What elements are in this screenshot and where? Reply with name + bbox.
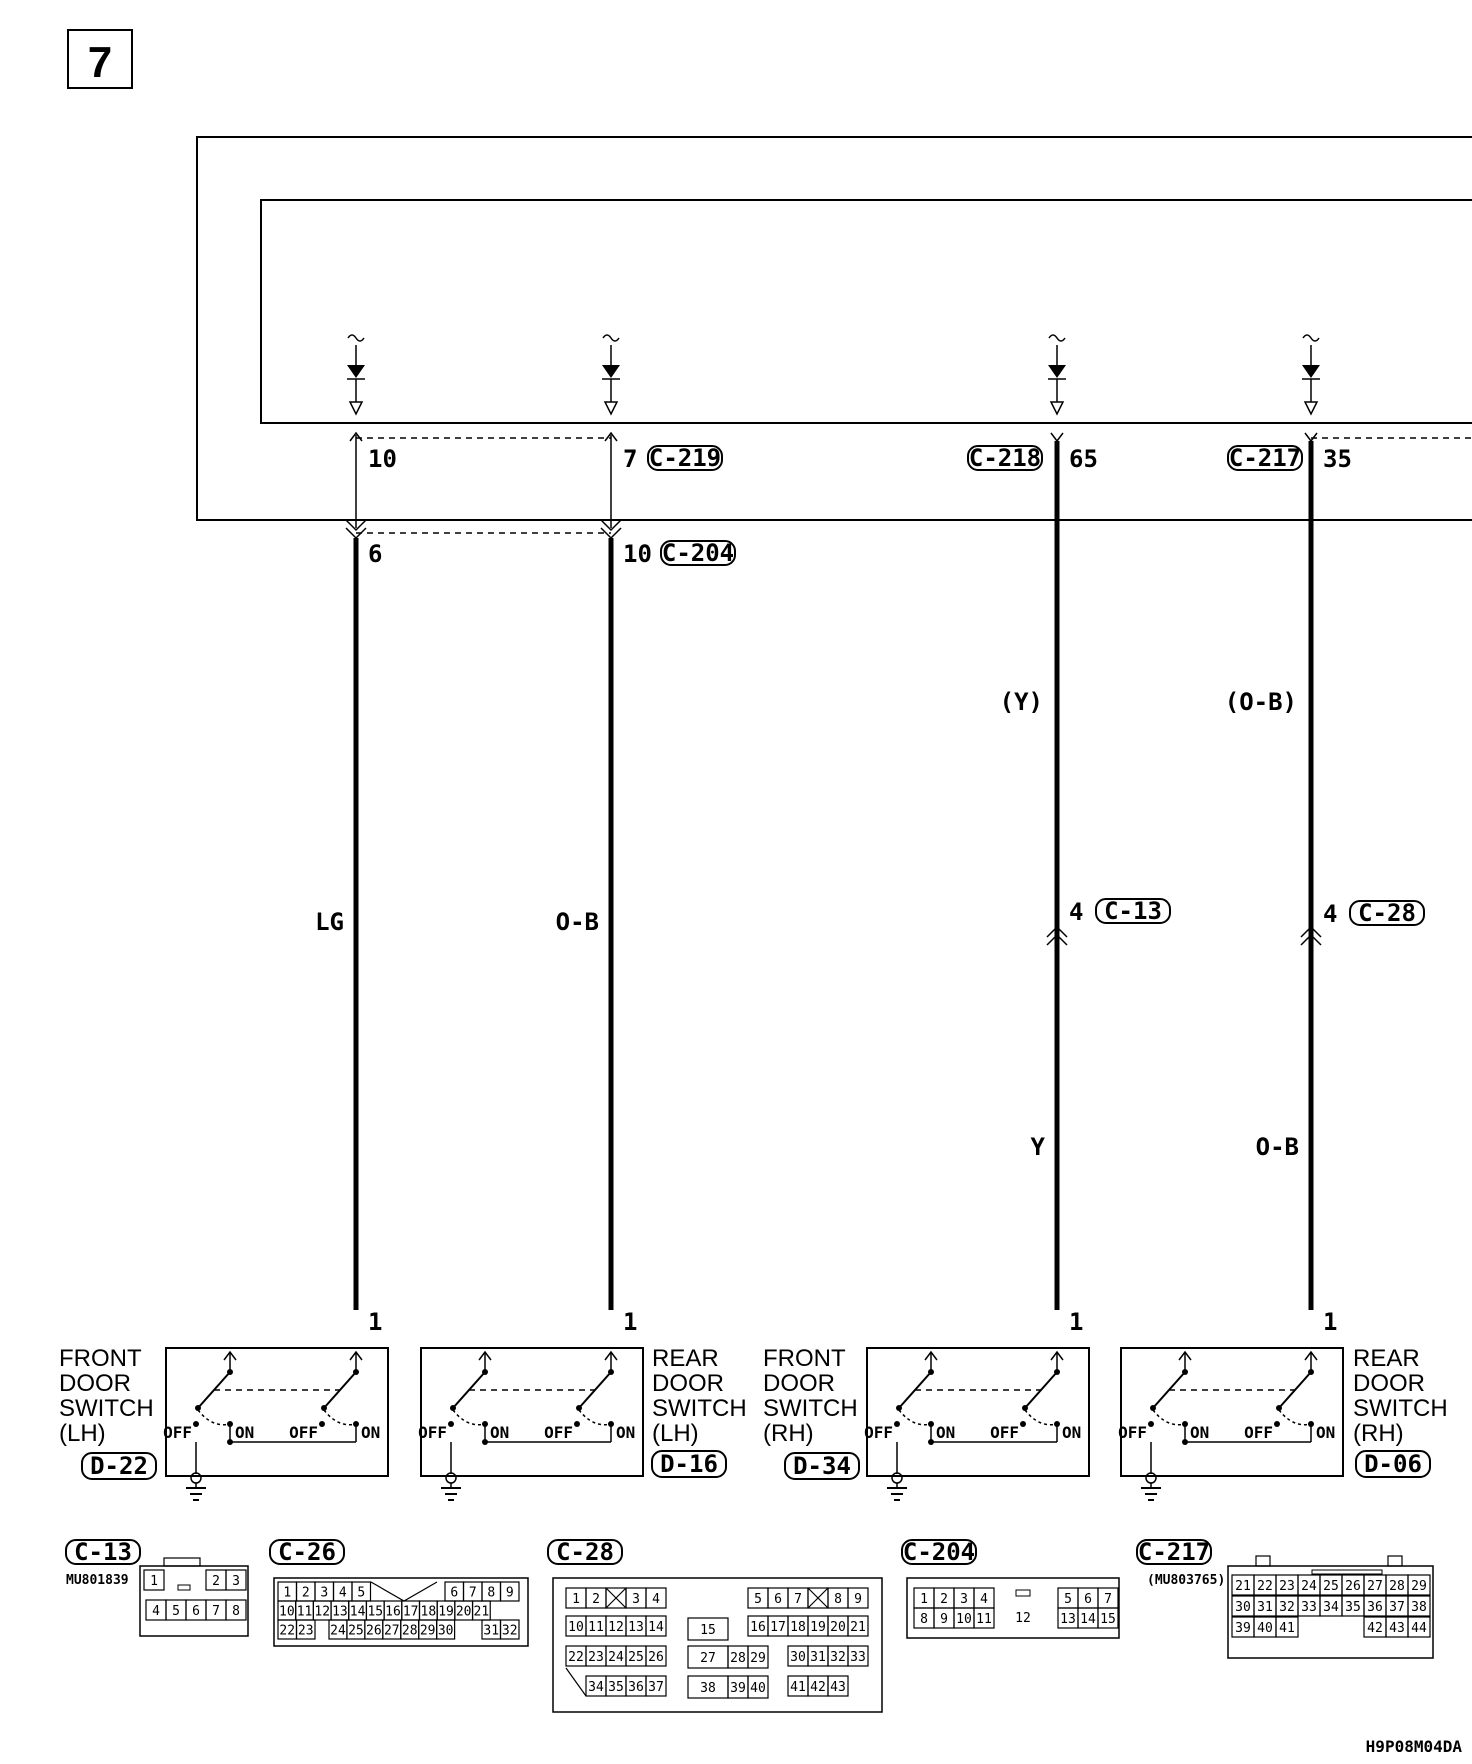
connector-view-c28 xyxy=(548,1538,882,1712)
pin-cell: 7 xyxy=(468,1585,477,1601)
pin-cell: 6 xyxy=(192,1604,200,1619)
diode-d xyxy=(1302,335,1320,414)
switch-on-label: ON xyxy=(1316,1423,1336,1442)
pin-cell: 37 xyxy=(1389,1600,1405,1615)
switch-on-label: ON xyxy=(361,1423,381,1442)
connector-view-c204 xyxy=(902,1538,1119,1638)
connector-view-tag: C-13 xyxy=(74,1538,132,1566)
pin-cell: 30 xyxy=(790,1650,806,1665)
pin-cell: 4 xyxy=(152,1604,160,1619)
svg-text:(RH): (RH) xyxy=(1353,1420,1404,1447)
wire-color-c-upper: (Y) xyxy=(999,688,1043,716)
pin-cell: 14 xyxy=(1080,1612,1096,1627)
pin-cell: 3 xyxy=(960,1592,968,1607)
pin-cell: 44 xyxy=(1411,1621,1427,1636)
pin-cell: 19 xyxy=(438,1604,454,1620)
pin-cell: 1 xyxy=(920,1592,928,1607)
pin-cell: 35 xyxy=(1345,1600,1361,1615)
diode-b xyxy=(602,335,620,414)
pin-cell: 20 xyxy=(455,1604,472,1620)
pin-cell: 28 xyxy=(401,1623,418,1639)
pin-cell: 19 xyxy=(810,1620,826,1635)
inline-connector-c28 xyxy=(1301,899,1424,945)
svg-text:D-22: D-22 xyxy=(90,1452,148,1480)
pin-cell: 18 xyxy=(420,1604,437,1620)
pin-cell: 21 xyxy=(473,1604,490,1620)
pin-cell: 11 xyxy=(588,1620,604,1635)
switch-off-label: OFF xyxy=(544,1423,573,1442)
inline-connector-c13 xyxy=(1047,897,1170,945)
svg-text:SWITCH: SWITCH xyxy=(59,1395,154,1422)
pin-cell: 12 xyxy=(1015,1611,1031,1626)
pin-cell: 2 xyxy=(212,1574,220,1589)
pin-cell: 32 xyxy=(830,1650,846,1665)
svg-text:SWITCH: SWITCH xyxy=(652,1395,747,1422)
pin-cell: 32 xyxy=(1279,1600,1295,1615)
svg-text:(LH): (LH) xyxy=(59,1420,106,1447)
pin-cell: 13 xyxy=(1060,1612,1076,1627)
switch-off-label: OFF xyxy=(990,1423,1019,1442)
upper-connector-row xyxy=(350,433,1472,473)
switch-pin-c: 1 xyxy=(1069,1308,1084,1336)
switch-off-label: OFF xyxy=(1244,1423,1273,1442)
pin-cell: 35 xyxy=(608,1680,624,1695)
wire-color-b: O-B xyxy=(555,908,599,936)
pin-cell: 23 xyxy=(588,1650,604,1665)
pin-cell: 6 xyxy=(450,1585,459,1601)
pin-cell: 36 xyxy=(1367,1600,1383,1615)
connector-view-tag: C-28 xyxy=(556,1538,614,1566)
switch-box-d-34 xyxy=(864,1348,1089,1500)
connector-tag-c218 xyxy=(968,444,1042,472)
pin-label-c-upper: 65 xyxy=(1069,445,1098,473)
switch-name-d34 xyxy=(763,1345,859,1480)
pin-cell: 9 xyxy=(854,1592,862,1607)
pin-cell: 22 xyxy=(568,1650,584,1665)
pin-cell: 27 xyxy=(1367,1579,1383,1594)
svg-text:SWITCH: SWITCH xyxy=(1353,1395,1448,1422)
pin-cell: 42 xyxy=(1367,1621,1383,1636)
pin-cell: 16 xyxy=(385,1604,401,1620)
switch-name-d16 xyxy=(652,1345,747,1478)
pin-cell: 17 xyxy=(402,1604,419,1620)
pin-cell: 40 xyxy=(1257,1621,1273,1636)
pin-cell: 29 xyxy=(750,1651,766,1666)
connector-views xyxy=(66,1538,1433,1712)
pin-cell: 7 xyxy=(794,1592,802,1607)
pin-cell: 12 xyxy=(314,1604,331,1620)
switch-box-d-16 xyxy=(418,1348,643,1500)
page-number-box xyxy=(68,30,132,88)
pin-cell: 29 xyxy=(419,1623,436,1639)
pin-cell: 27 xyxy=(383,1623,400,1639)
pin-cell: 10 xyxy=(956,1612,972,1627)
switch-on-label: ON xyxy=(616,1423,636,1442)
pin-cell: 4 xyxy=(980,1592,988,1607)
svg-text:(RH): (RH) xyxy=(763,1420,814,1447)
pin-cell: 33 xyxy=(1301,1600,1317,1615)
mid-connector-row xyxy=(346,520,735,568)
switch-off-label: OFF xyxy=(864,1423,893,1442)
pin-cell: 5 xyxy=(172,1604,180,1619)
pin-cell: 42 xyxy=(810,1680,826,1695)
svg-text:C-13: C-13 xyxy=(1104,897,1162,925)
pin-cell: 3 xyxy=(232,1574,240,1589)
pin-cell: 17 xyxy=(770,1620,786,1635)
pin-cell: 1 xyxy=(150,1574,158,1589)
svg-text:C-218: C-218 xyxy=(968,444,1042,472)
pin-cell: 15 xyxy=(700,1623,716,1638)
pin-cell: 23 xyxy=(297,1623,314,1639)
pin-cell: 14 xyxy=(648,1620,664,1635)
pin-cell: 16 xyxy=(750,1620,766,1635)
pin-cell: 24 xyxy=(330,1623,346,1639)
switch-off-label: OFF xyxy=(418,1423,447,1442)
pin-cell: 8 xyxy=(232,1604,240,1619)
door-switches xyxy=(163,1348,1343,1500)
pin-cell: 5 xyxy=(754,1592,762,1607)
pin-cell: 8 xyxy=(487,1585,496,1601)
internal-circuits xyxy=(347,335,1320,414)
pin-cell: 31 xyxy=(1257,1600,1273,1615)
pin-cell: 11 xyxy=(296,1604,313,1620)
svg-text:(LH): (LH) xyxy=(652,1420,699,1447)
switch-pin-a: 1 xyxy=(368,1308,383,1336)
svg-text:D-16: D-16 xyxy=(660,1450,718,1478)
switch-on-label: ON xyxy=(235,1423,255,1442)
pin-cell: 2 xyxy=(301,1585,310,1601)
pin-cell: 4 xyxy=(338,1585,347,1601)
pin-cell: 43 xyxy=(1389,1621,1405,1636)
pin-cell: 26 xyxy=(1345,1579,1361,1594)
pin-cell: 6 xyxy=(1084,1592,1092,1607)
pin-cell: 31 xyxy=(810,1650,826,1665)
pin-cell: 31 xyxy=(483,1623,500,1639)
svg-text:C-217: C-217 xyxy=(1228,444,1302,472)
pin-cell: 25 xyxy=(1323,1579,1339,1594)
pin-cell: 8 xyxy=(920,1612,928,1627)
wire-color-d-upper: (O-B) xyxy=(1224,688,1297,716)
pin-cell: 41 xyxy=(1279,1621,1295,1636)
pin-cell: 8 xyxy=(834,1592,842,1607)
pin-cell: 26 xyxy=(366,1623,382,1639)
pin-cell: 5 xyxy=(1064,1592,1072,1607)
pin-cell: 21 xyxy=(1235,1579,1251,1594)
pin-cell: 32 xyxy=(501,1623,518,1639)
svg-text:C-28: C-28 xyxy=(1358,899,1416,927)
pin-cell: 37 xyxy=(648,1680,664,1695)
svg-text:FRONT: FRONT xyxy=(59,1345,142,1372)
pin-cell: 24 xyxy=(608,1650,624,1665)
pin-cell: 10 xyxy=(568,1620,584,1635)
pin-cell: 2 xyxy=(592,1592,600,1607)
svg-text:DOOR: DOOR xyxy=(1353,1370,1425,1397)
pin-cell: 34 xyxy=(1323,1600,1339,1615)
connector-view-tag: C-26 xyxy=(278,1538,336,1566)
pin-cell: 9 xyxy=(505,1585,514,1601)
pin-cell: 13 xyxy=(332,1604,348,1620)
pin-cell: 38 xyxy=(700,1681,716,1696)
connector-view-tag: C-204 xyxy=(902,1538,976,1566)
pin-cell: 2 xyxy=(940,1592,948,1607)
svg-text:C-204: C-204 xyxy=(661,539,735,567)
pin-cell: 11 xyxy=(976,1612,992,1627)
svg-text:FRONT: FRONT xyxy=(763,1345,846,1372)
pin-cell: 6 xyxy=(774,1592,782,1607)
pin-cell: 22 xyxy=(279,1623,296,1639)
pin-cell: 27 xyxy=(700,1651,716,1666)
pin-cell: 28 xyxy=(730,1651,746,1666)
connector-view-c217 xyxy=(1137,1538,1433,1658)
pin-cell: 18 xyxy=(790,1620,806,1635)
pin-cell: 22 xyxy=(1257,1579,1273,1594)
pin-label-b-mid: 10 xyxy=(623,540,652,568)
wire-color-d: O-B xyxy=(1255,1133,1299,1161)
pin-cell: 3 xyxy=(632,1592,640,1607)
switch-name-d22 xyxy=(59,1345,156,1480)
diode-c xyxy=(1048,335,1066,414)
switch-on-label: ON xyxy=(1190,1423,1210,1442)
svg-text:4: 4 xyxy=(1069,898,1084,926)
pin-cell: 23 xyxy=(1279,1579,1295,1594)
pin-cell: 25 xyxy=(348,1623,364,1639)
pin-cell: 1 xyxy=(283,1585,292,1601)
pin-cell: 12 xyxy=(608,1620,624,1635)
pin-cell: 39 xyxy=(1235,1621,1251,1636)
connector-view-c26 xyxy=(270,1538,528,1646)
switch-on-label: ON xyxy=(936,1423,956,1442)
switch-off-label: OFF xyxy=(163,1423,192,1442)
svg-text:D-34: D-34 xyxy=(793,1452,851,1480)
switch-pin-d: 1 xyxy=(1323,1308,1338,1336)
svg-text:DOOR: DOOR xyxy=(59,1370,131,1397)
connector-part-number: MU801839 xyxy=(66,1573,129,1588)
pin-cell: 39 xyxy=(730,1681,746,1696)
svg-text:REAR: REAR xyxy=(652,1345,719,1372)
pin-cell: 25 xyxy=(628,1650,644,1665)
pin-cell: 26 xyxy=(648,1650,664,1665)
svg-text:D-06: D-06 xyxy=(1364,1450,1422,1478)
pin-cell: 21 xyxy=(850,1620,866,1635)
switch-on-label: ON xyxy=(490,1423,510,1442)
pin-cell: 5 xyxy=(357,1585,366,1601)
svg-text:DOOR: DOOR xyxy=(652,1370,724,1397)
pin-cell: 36 xyxy=(628,1680,644,1695)
pin-cell: 28 xyxy=(1389,1579,1405,1594)
page-number: 7 xyxy=(87,38,113,87)
connector-tag-c217 xyxy=(1228,444,1302,472)
pin-cell: 33 xyxy=(850,1650,866,1665)
wire-color-a: LG xyxy=(315,908,344,936)
pin-cell: 1 xyxy=(572,1592,580,1607)
connector-view-tag: C-217 xyxy=(1137,1538,1211,1566)
pin-cell: 15 xyxy=(367,1604,384,1620)
pin-cell: 13 xyxy=(628,1620,644,1635)
pin-cell: 4 xyxy=(652,1592,660,1607)
connector-view-c13 xyxy=(66,1538,248,1636)
svg-text:4: 4 xyxy=(1323,900,1338,928)
wire-color-c: Y xyxy=(1030,1133,1045,1161)
pin-label-a-mid: 6 xyxy=(368,540,383,568)
pin-cell: 3 xyxy=(320,1585,329,1601)
switch-name-d06 xyxy=(1353,1345,1448,1478)
connector-tag-c204 xyxy=(661,539,735,567)
pin-cell: 29 xyxy=(1411,1579,1427,1594)
switch-off-label: OFF xyxy=(1118,1423,1147,1442)
pin-cell: 38 xyxy=(1411,1600,1427,1615)
pin-cell: 10 xyxy=(279,1604,295,1620)
switch-box-d-22 xyxy=(163,1348,388,1500)
pin-label-b-upper: 7 xyxy=(623,445,638,473)
pin-cell: 43 xyxy=(830,1680,846,1695)
pin-cell: 40 xyxy=(750,1681,766,1696)
diode-a xyxy=(347,335,365,414)
pin-cell: 41 xyxy=(790,1680,806,1695)
pin-cell: 24 xyxy=(1301,1579,1317,1594)
pin-cell: 30 xyxy=(1235,1600,1251,1615)
pin-cell: 34 xyxy=(588,1680,604,1695)
pin-label-a-upper: 10 xyxy=(368,445,397,473)
pin-cell: 30 xyxy=(437,1623,454,1639)
connector-tag-c219 xyxy=(648,444,722,472)
switch-box-d-06 xyxy=(1118,1348,1343,1500)
reference-code: H9P08M04DA xyxy=(1365,1737,1462,1756)
switch-off-label: OFF xyxy=(289,1423,318,1442)
pin-cell: 15 xyxy=(1100,1612,1116,1627)
switch-on-label: ON xyxy=(1062,1423,1082,1442)
connector-part-number: (MU803765) xyxy=(1147,1573,1226,1588)
svg-text:C-219: C-219 xyxy=(648,444,722,472)
pin-cell: 20 xyxy=(830,1620,846,1635)
pin-cell: 7 xyxy=(1104,1592,1112,1607)
pin-label-d-upper: 35 xyxy=(1323,445,1352,473)
switch-pin-b: 1 xyxy=(623,1308,638,1336)
svg-text:REAR: REAR xyxy=(1353,1345,1420,1372)
pin-cell: 14 xyxy=(349,1604,366,1620)
svg-text:SWITCH: SWITCH xyxy=(763,1395,858,1422)
svg-text:DOOR: DOOR xyxy=(763,1370,835,1397)
pin-cell: 7 xyxy=(212,1604,220,1619)
pin-cell: 9 xyxy=(940,1612,948,1627)
